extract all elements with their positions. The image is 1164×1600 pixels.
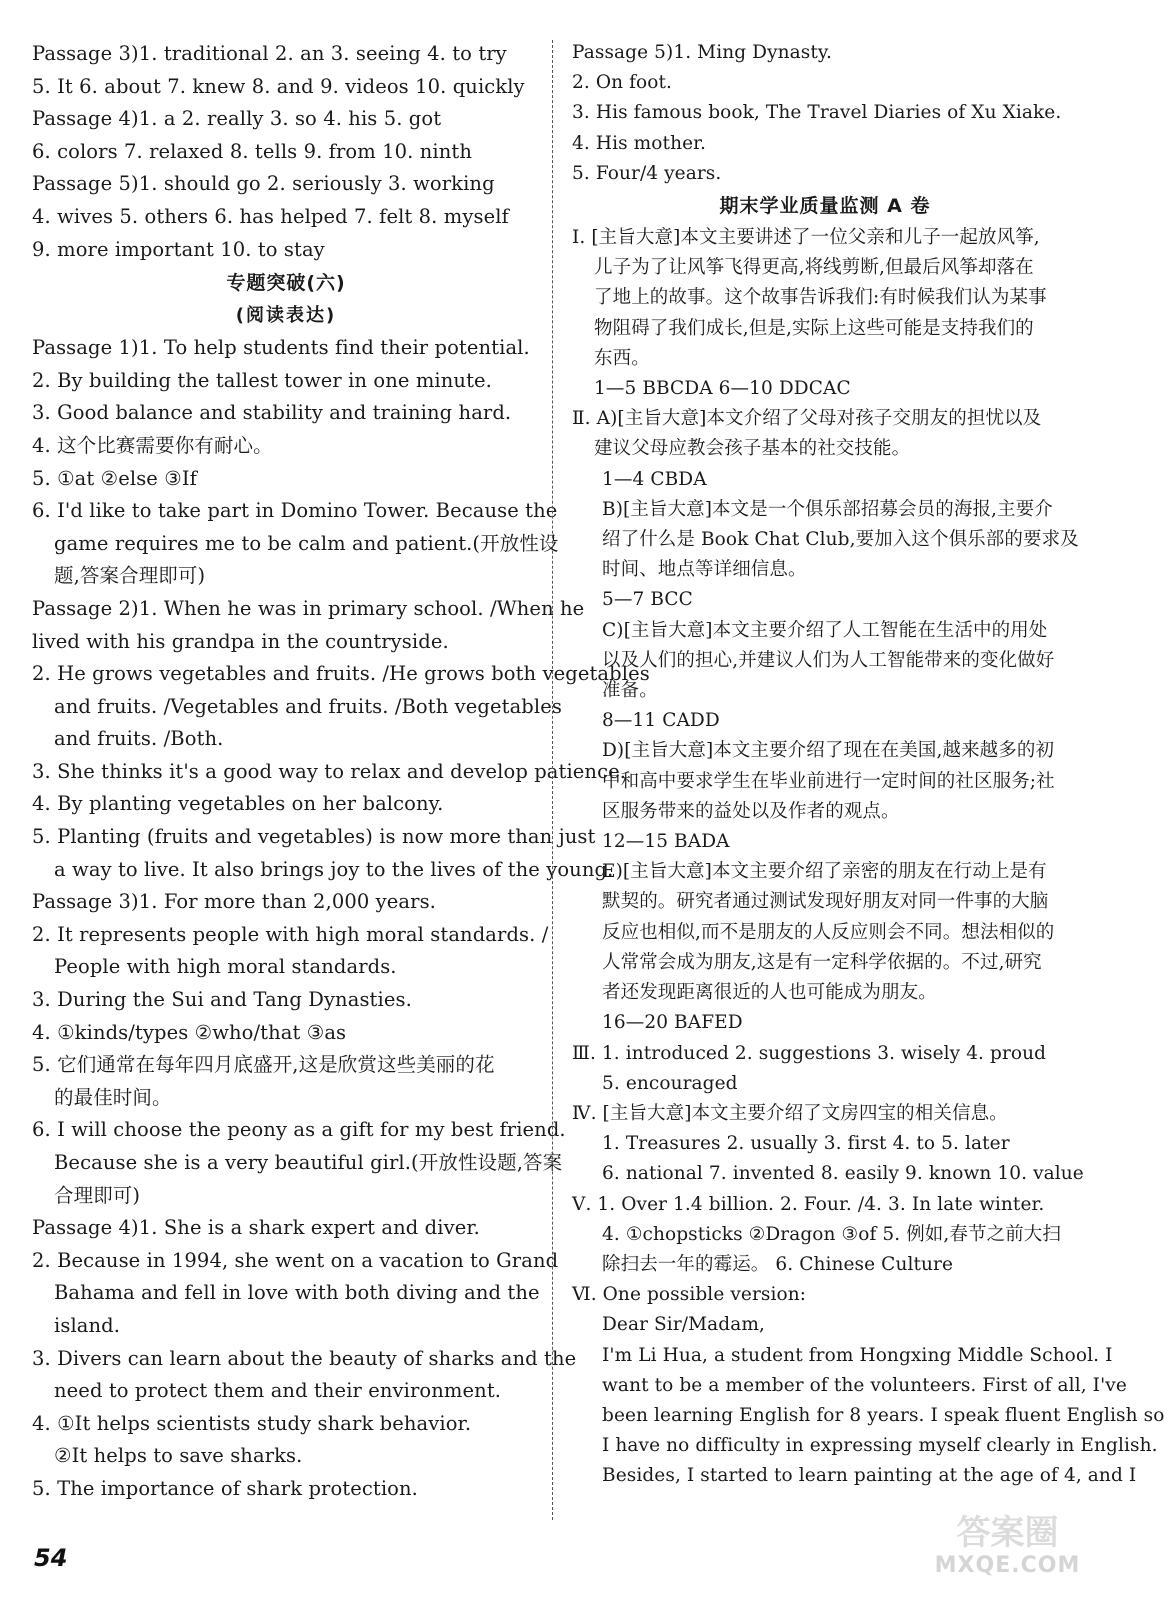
left-answer-line: lived with his grandpa in the countryside.	[32, 629, 449, 653]
right-answer-line: I have no difficulty in expressing myself clearly in English.	[602, 1435, 1158, 1457]
right-answer-line: 5. encouraged	[602, 1072, 738, 1094]
right-answer-line: 中和高中要求学生在毕业前进行一定时间的社区服务;社	[602, 770, 1055, 792]
left-answer-line: 的最佳时间。	[54, 1085, 172, 1109]
watermark-logo: 答案圈	[956, 1513, 1059, 1553]
right-answer-line: B)[主旨大意]本文是一个俱乐部招募会员的海报,主要介	[602, 498, 1053, 520]
right-answer-line: 4. ①chopsticks ②Dragon ③of 5. 例如,春节之前大扫	[602, 1223, 1061, 1245]
left-answer-line: 2. By building the tallest tower in one minute.	[32, 368, 492, 392]
right-answer-line: 物阻碍了我们成长,但是,实际上这些可能是支持我们的	[594, 317, 1034, 339]
left-answer-line: and fruits. /Vegetables and fruits. /Both vegetables	[54, 694, 562, 718]
left-answer-line: 3. She thinks it's a good way to relax and develop patience.	[32, 759, 627, 783]
left-answer-line: 4. 这个比赛需要你有耐心。	[32, 433, 273, 457]
right-column	[572, 38, 1164, 1492]
right-answer-line: 2. On foot.	[572, 72, 673, 94]
right-answer-line: Ⅰ. [主旨大意]本文主要讲述了一位父亲和儿子一起放风筝,	[572, 227, 1040, 249]
left-answer-line: 4. By planting vegetables on her balcony.	[32, 792, 444, 816]
left-answer-line: a way to live. It also brings joy to the lives of the young.	[54, 857, 614, 881]
left-answer-line: People with high moral standards.	[54, 955, 397, 979]
right-answer-line: 1—4 CBDA	[602, 468, 707, 490]
left-answer-line: 5. 它们通常在每年四月底盛开,这是欣赏这些美丽的花	[32, 1053, 495, 1077]
watermark-site: MXQE.COM	[934, 1553, 1081, 1578]
right-answer-line: 人常常会成为朋友,这是有一定科学依据的。不过,研究	[602, 951, 1042, 973]
right-answer-line: Ⅴ. 1. Over 1.4 billion. 2. Four. /4. 3. In late winter.	[572, 1193, 1045, 1215]
page-number: 54	[34, 1544, 68, 1572]
left-answer-line: 6. I will choose the peony as a gift for my best friend.	[32, 1118, 566, 1142]
right-answer-line: 16—20 BAFED	[602, 1012, 743, 1034]
left-answer-line: Passage 1)1. To help students find their potential.	[32, 336, 530, 360]
left-answer-line: 题,答案合理即可)	[54, 564, 206, 588]
left-answer-line: 3. During the Sui and Tang Dynasties.	[32, 988, 412, 1012]
left-answer-line: 5. ①at ②else ③If	[32, 466, 197, 490]
left-answer-line: 2. Because in 1994, she went on a vacation to Grand	[32, 1248, 559, 1272]
right-answer-line: 绍了什么是 Book Chat Club,要加入这个俱乐部的要求及	[602, 529, 1079, 551]
left-answer-line: 4. ①It helps scientists study shark behavior.	[32, 1411, 472, 1435]
left-answer-line: 2. He grows vegetables and fruits. /He grows both vegetables	[32, 662, 650, 686]
right-answer-line: 8—11 CADD	[602, 710, 720, 732]
right-answer-line: Besides, I started to learn painting at the age of 4, and I	[602, 1465, 1137, 1487]
right-answer-line: 5—7 BCC	[602, 589, 693, 611]
right-answer-line: Ⅳ. [主旨大意]本文主要介绍了文房四宝的相关信息。	[572, 1102, 1008, 1124]
right-answer-line: 5. Four/4 years.	[572, 162, 722, 184]
right-answer-line: 1. Treasures 2. usually 3. first 4. to 5. later	[602, 1133, 1010, 1155]
left-answer-line: Because she is a very beautiful girl.(开放性设题,答案	[54, 1151, 563, 1174]
left-section-heading: (阅读表达)	[235, 305, 337, 327]
right-answer-line: 1—5 BBCDA 6—10 DDCAC	[594, 378, 851, 400]
left-answer-line: and fruits. /Both.	[54, 727, 224, 751]
right-answer-line: 时间、地点等详细信息。	[602, 559, 807, 581]
left-answer-line: need to protect them and their environment.	[54, 1379, 502, 1403]
left-answer-line: island.	[54, 1313, 121, 1337]
left-answer-line: Passage 4)1. She is a shark expert and diver.	[32, 1216, 480, 1240]
left-answer-line: Passage 2)1. When he was in primary school. /When he	[32, 596, 585, 620]
right-answer-line: 3. His famous book, The Travel Diaries of Xu Xiake.	[572, 102, 1062, 124]
right-answer-line: 者还发现距离很近的人也可能成为朋友。	[602, 982, 937, 1004]
left-answer-line: 合理即可)	[54, 1183, 141, 1207]
right-answer-line: Ⅱ. A)[主旨大意]本文介绍了父母对孩子交朋友的担忧以及	[572, 408, 1042, 430]
right-answer-line: 儿子为了让风筝飞得更高,将线剪断,但最后风筝却落在	[594, 257, 1034, 279]
left-answer-line: 5. Planting (fruits and vegetables) is now more than just	[32, 825, 596, 849]
left-section-heading: 专题突破(六)	[226, 272, 346, 295]
right-answer-line: E)[主旨大意]本文主要介绍了亲密的朋友在行动上是有	[602, 861, 1047, 883]
right-answer-line: Passage 5)1. Ming Dynasty.	[572, 42, 832, 63]
watermark	[920, 1505, 1095, 1595]
right-answer-line: want to be a member of the volunteers. First of all, I've	[602, 1374, 1127, 1396]
left-answer-line: 3. Good balance and stability and training hard.	[32, 401, 512, 425]
left-answer-line: ②It helps to save sharks.	[54, 1444, 303, 1468]
left-answer-line: 2. It represents people with high moral standards. /	[32, 922, 549, 946]
right-answer-line: 准备。	[602, 680, 658, 702]
right-answer-line: 反应也相似,而不是朋友的人反应则会不同。想法相似的	[602, 921, 1055, 943]
left-answer-line: 9. more important 10. to stay	[32, 237, 325, 261]
right-answer-line: 了地上的故事。这个故事告诉我们:有时候我们认为某事	[594, 287, 1047, 309]
right-answer-line: Ⅲ. 1. introduced 2. suggestions 3. wisely 4. proud	[572, 1042, 1047, 1064]
right-answer-line: 6. national 7. invented 8. easily 9. known 10. value	[602, 1163, 1084, 1185]
column-divider	[552, 40, 553, 1520]
left-answer-line: game requires me to be calm and patient.(开放性设	[54, 531, 559, 555]
left-answer-line: 5. It 6. about 7. knew 8. and 9. videos 10. quickly	[32, 74, 525, 98]
left-answer-line: Bahama and fell in love with both diving and the	[54, 1281, 540, 1305]
right-answer-line: 除扫去一年的霉运。 6. Chinese Culture	[602, 1253, 954, 1275]
right-section-heading: 期末学业质量监测 A 卷	[719, 195, 931, 218]
right-answer-line: 东西。	[594, 347, 650, 369]
left-answer-line: 6. I'd like to take part in Domino Tower. Because the	[32, 499, 558, 523]
left-answer-line: 4. wives 5. others 6. has helped 7. felt 8. myself	[32, 204, 509, 228]
right-answer-line: C)[主旨大意]本文主要介绍了人工智能在生活中的用处	[602, 619, 1048, 641]
left-answer-line: Passage 3)1. For more than 2,000 years.	[32, 890, 436, 914]
left-answer-line: 5. The importance of shark protection.	[32, 1476, 418, 1500]
left-answer-line: Passage 5)1. should go 2. seriously 3. working	[32, 172, 495, 196]
right-answer-line: Ⅵ. One possible version:	[572, 1284, 807, 1306]
left-answer-line: Passage 4)1. a 2. really 3. so 4. his 5. got	[32, 107, 442, 131]
right-answer-line: been learning English for 8 years. I speak fluent English so	[602, 1404, 1164, 1426]
right-answer-line: 以及人们的担心,并建议人们为人工智能带来的变化做好	[602, 649, 1055, 671]
right-answer-line: 区服务带来的益处以及作者的观点。	[602, 800, 900, 822]
right-answer-line: D)[主旨大意]本文主要介绍了现在在美国,越来越多的初	[602, 740, 1055, 762]
left-answer-line: 3. Divers can learn about the beauty of sharks and the	[32, 1346, 577, 1370]
right-answer-line: 建议父母应教会孩子基本的社交技能。	[594, 438, 911, 460]
right-answer-line: Dear Sir/Madam,	[602, 1314, 765, 1336]
left-answer-line: 6. colors 7. relaxed 8. tells 9. from 10. ninth	[32, 139, 473, 163]
right-answer-line: 4. His mother.	[572, 132, 707, 154]
right-answer-line: 12—15 BADA	[602, 831, 730, 853]
right-answer-line: I'm Li Hua, a student from Hongxing Middle School. I	[602, 1344, 1113, 1366]
right-answer-line: 默契的。研究者通过测试发现好朋友对同一件事的大脑	[602, 891, 1049, 913]
left-answer-line: Passage 3)1. traditional 2. an 3. seeing 4. to try	[32, 42, 507, 65]
left-answer-line: 4. ①kinds/types ②who/that ③as	[32, 1020, 347, 1044]
